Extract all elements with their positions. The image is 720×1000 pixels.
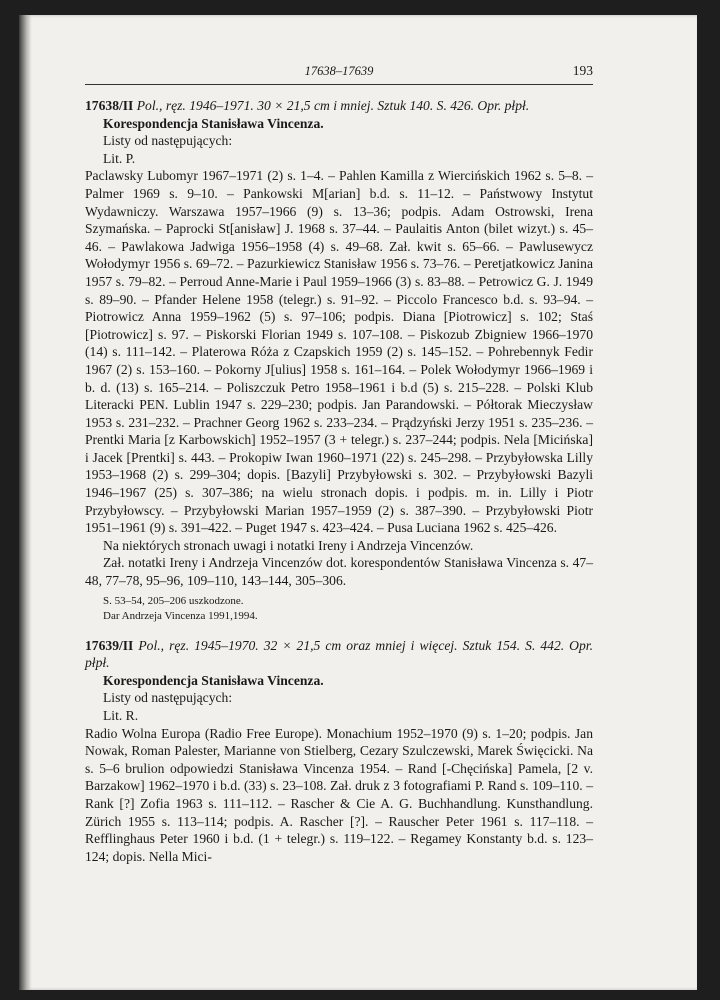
provenance-note: Dar Andrzeja Vincenza 1991,1994. xyxy=(103,609,258,622)
page-number: 193 xyxy=(572,63,593,78)
condition-note: S. 53–54, 205–206 uszkodzone. xyxy=(103,594,244,607)
entry-signature: 17638/II xyxy=(85,98,134,113)
catalog-entry-17639 xyxy=(85,637,593,866)
lists-label: Listy od następujących: xyxy=(103,133,233,149)
catalog-content xyxy=(85,97,593,865)
letter-label: Lit. R. xyxy=(103,708,139,723)
book-spine-shadow xyxy=(19,15,27,990)
page-header xyxy=(85,58,593,85)
entry-title: Korespondencja Stanisława Vincenza. xyxy=(103,115,324,131)
entry-heading xyxy=(85,637,593,672)
running-head: 17638–17639 xyxy=(304,64,374,78)
catalog-entry-17638 xyxy=(85,97,593,623)
entry-heading xyxy=(85,97,593,115)
entry-description: Pol., ręz. 1945–1970. 32 × 21,5 cm oraz mniej i więcej. Sztuk 154. S. 442. Opr. płpł. xyxy=(85,637,593,671)
entry-body: Paclawsky Lubomyr 1967–1971 (2) s. 1–4. – Pahlen Kamilla z Wiercińskich 1962 s. 5–8. – Palmer 1969 s. 9–10. – Pankowski M[arian] b.d. s. 11–12. – Państwowy Instytut Wydawniczy. Warszawa 1957–1966 (9) s. 13–36; podpis. Adam Ostrowski, Irena Szymańska. – Paprocki St[anisław] J. 1968 s. 37–44. – Paulaitis Anton (bilet wizyt.) s. 45–46. – Pawlakowa Jadwiga 1956–1958 (4) s. 49–68. Zał. kwit s. 65–66. – Pawlusewycz Wołodymyr 1956 s. 69–72. – Pazurkiewicz Stanisław 1956 s. 73–76. – Peretjatkowicz Janina 1957 s. 79–82. – Perroud Anne-Marie i Paul 1959–1966 (3) s. 83–88. – Petrowicz G. J. 1949 s. 89–90. – Pfander Helene 1958 (telegr.) s. 91–92. – Piccolo Francesco b.d. s. 93–94. – Piotrowicz Anna 1959–1962 (5) s. 97–106; podpis. Diana [Piotrowicz] s. 102; Staś [Piotrowicz] s. 97. – Piskorski Florian 1949 s. 107–108. – Piskozub Zbigniew 1966–1970 (14) s. 111–142. – Platerowa Róża z Czapskich 1959 (2) s. 145–152. – Pohrebennyk Fedir 1967 (2) s. 153–160. – Pokorny J[ulius] 1958 s. 161–164. – Polek Wołodymyr 1966–1969 i b. d. (13) s. 165–214. – Poliszczuk Petro 1958–1961 i b.d (5) s. 215–228. – Polski Klub Literacki PEN. Lublin 1947 s. 229–230; podpis. Jan Parandowski. – Półtorak Mieczysław 1953 s. 231–232. – Prachner Georg 1962 s. 233–234. – Prądzyński Jerzy 1951 s. 235–236. – Prentki Maria [z Karbowskich] 1952–1957 (3 + telegr.) s. 237–244; podpis. Nela [Micińska] i Jacek [Prentki] s. 443. – Prokopiw Iwan 1960–1971 (22) s. 245–298. – Przybyłowska Lilly 1953–1968 (2) s. 299–304; dopis. [Bazyli] Przybyłowski s. 302. – Przybyłowski Bazyli 1946–1967 (25) s. 307–386; na wielu stronach dopis. i podpis. m. in. Lilly i Piotr Przybyłowscy. – Przybyłowski Marian 1957–1959 (2) s. 387–390. – Przybyłowski Piotr 1951–1961 (9) s. 391–422. – Puget 1947 s. 423–424. – Pusa Luciana 1962 s. 425–426. xyxy=(85,168,593,536)
entry-signature: 17639/II xyxy=(85,637,134,653)
entry-title: Korespondencja Stanisława Vincenza. xyxy=(103,672,324,688)
entry-note: Na niektórych stronach uwagi i notatki Ireny i Andrzeja Vincenzów. xyxy=(103,537,474,553)
entry-body: Radio Wolna Europa (Radio Free Europe). Monachium 1952–1970 (9) s. 1–20; podpis. Jan Nowak, Roman Palester, Marianne von Stielberg, Cezary Szulczewski, Marek Święcicki. Na s. 5–6 brulion odpowiedzi Stanisława Vincenza 1954. – Rand [-Chęcińska] Pamela, [2 v. Barzakow] 1962–1970 i b.d. (33) s. 23–108. Zał. druk z 3 fotografiami P. Rand s. 109–110. – Rank [?] Zofia 1963 s. 111–112. – Rascher & Cie A. G. Buchhandlung. Kunsthandlung. Zürich 1955 s. 113–114; podpis. A. Rascher [?]. – Rauscher Peter 1961 s. 117–118. – Refflinghaus Peter 1960 i b.d. (1 + telegr.) s. 119–122. – Regamey Konstanty b.d. s. 123–124; dopis. Nella Mici- xyxy=(85,725,593,864)
letter-label: Lit. P. xyxy=(103,150,136,166)
entry-note: Zał. notatki Ireny i Andrzeja Vincenzów dot. korespondentów Stanisława Vincenza s. 47–48, 77–78, 95–96, 109–110, 143–144, 305–306. xyxy=(85,555,593,589)
lists-label: Listy od następujących: xyxy=(103,690,233,706)
entry-description: Pol., ręz. 1946–1971. 30 × 21,5 cm i mniej. Sztuk 140. S. 426. Opr. płpł. xyxy=(136,98,530,113)
